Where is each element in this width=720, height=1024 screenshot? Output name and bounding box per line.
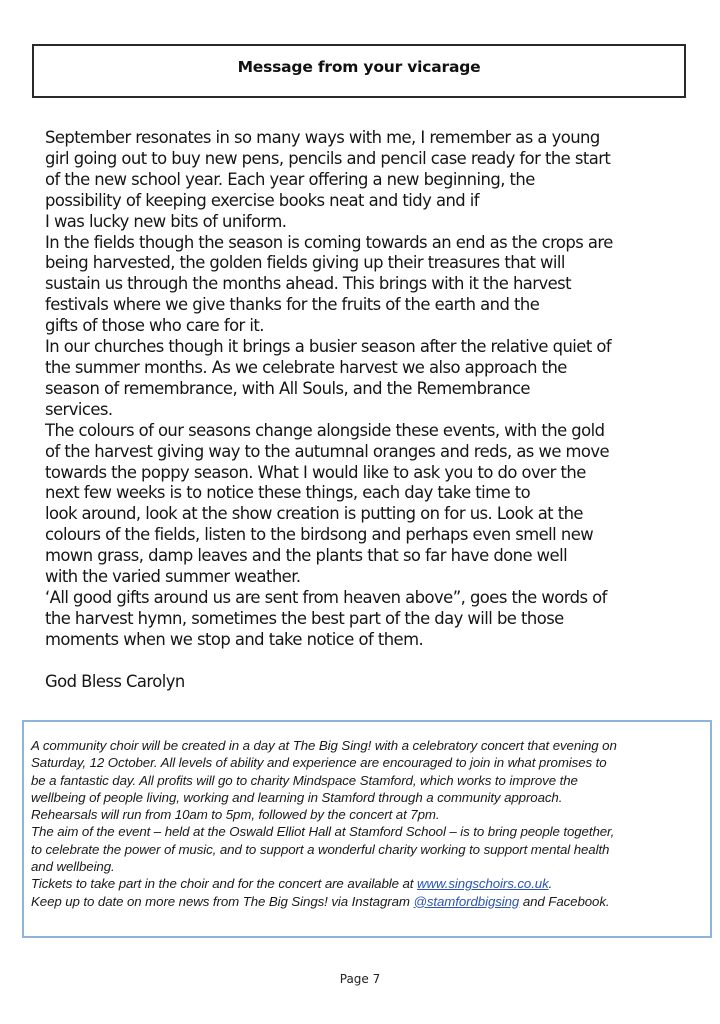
social-suffix: and Facebook. (519, 893, 610, 909)
letter-line: the summer months. As we celebrate harvest we also approach the (45, 357, 567, 377)
letter-line: September resonates in so many ways with me, I remember as a young (45, 128, 600, 147)
notice-line: A community choir will be created in a day at The Big Sing! with a celebratory concert that evening on (31, 738, 617, 753)
letter-line: being harvested, the golden fields giving up their treasures that will (45, 253, 565, 273)
notice-line: Saturday, 12 October. All levels of ability and experience are encouraged to join in what promises to (31, 755, 607, 771)
letter-line: I was lucky new bits of uniform. (45, 211, 287, 231)
notice-line: wellbeing of people living, working and learning in Stamford through a community approach. (31, 789, 563, 805)
letter-line: In the fields though the season is coming towards an end as the crops are (45, 232, 613, 252)
letter-line: the harvest hymn, sometimes the best part of the day will be those (45, 608, 564, 628)
letter-line: of the new school year. Each year offering a new beginning, the (45, 169, 535, 189)
letter-line: with the varied summer weather. (45, 567, 301, 587)
page-number: Page 7 (339, 972, 381, 986)
notice-line: be a fantastic day. All profits will go to charity Mindspace Stamford, which works to improve the (31, 772, 578, 788)
letter-line: gifts of those who care for it. (45, 316, 264, 336)
social-line (31, 893, 711, 910)
tickets-suffix: . (548, 876, 553, 892)
vicarage-letter (45, 128, 705, 692)
letter-line: colours of the fields, listen to the birdsong and perhaps even smell new (45, 525, 594, 545)
tickets-line (31, 875, 711, 892)
letter-line: The colours of our seasons change alongside these events, with the gold (45, 420, 605, 440)
letter-line: moments when we stop and take notice of them. (45, 629, 424, 649)
letter-line: possibility of keeping exercise books neat and tidy and if (45, 190, 480, 210)
letter-line: ‘All good gifts around us are sent from heaven above”, goes the words of (45, 587, 607, 607)
letter-signoff: God Bless Carolyn (45, 671, 185, 691)
page-title: Message from your vicarage (237, 58, 481, 76)
letter-line: season of remembrance, with All Souls, and the Remembrance (45, 378, 530, 398)
letter-line: festivals where we give thanks for the fruits of the earth and the (45, 295, 540, 315)
notice-line: The aim of the event – held at the Oswald Elliot Hall at Stamford School – is to bring people together, (31, 824, 615, 840)
instagram-link[interactable]: @stamfordbigsing (413, 893, 520, 909)
letter-line: In our churches though it brings a busier season after the relative quiet of (45, 337, 612, 357)
notice-line: to celebrate the power of music, and to support a wonderful charity working to support mental health (31, 841, 610, 857)
header-box (32, 44, 686, 98)
letter-line: services. (45, 399, 113, 419)
letter-line: girl going out to buy new pens, pencils and pencil case ready for the start (45, 148, 611, 168)
letter-line: next few weeks is to notice these things, each day take time to (45, 483, 531, 503)
letter-line: look around, look at the show creation is putting on for us. Look at the (45, 504, 583, 524)
notice-line: Rehearsals will run from 10am to 5pm, followed by the concert at 7pm. (31, 807, 440, 823)
tickets-link[interactable]: www.singschoirs.co.uk (417, 876, 549, 892)
letter-line: of the harvest giving way to the autumnal oranges and reds, as we move (45, 441, 610, 461)
tickets-text: Tickets to take part in the choir and for the concert are available at (31, 876, 417, 892)
big-sing-notice (22, 720, 712, 938)
social-text: Keep up to date on more news from The Big Sings! via Instagram (31, 893, 414, 909)
letter-line: mown grass, damp leaves and the plants that so far have done well (45, 546, 568, 566)
letter-line: towards the poppy season. What I would like to ask you to do over the (45, 462, 586, 482)
notice-line: and wellbeing. (31, 859, 115, 875)
letter-line: sustain us through the months ahead. This brings with it the harvest (45, 274, 572, 294)
